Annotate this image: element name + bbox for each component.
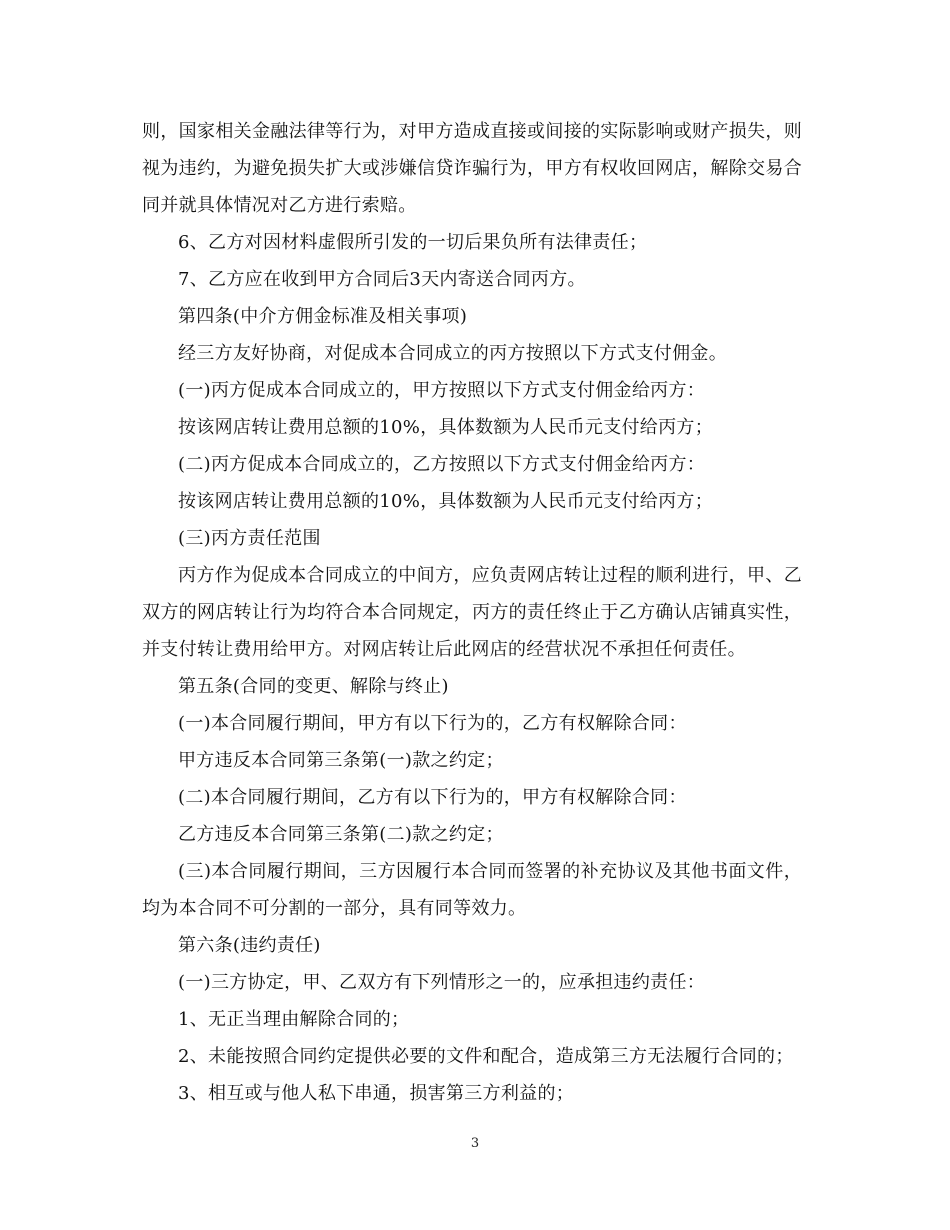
paragraph: (一)本合同履行期间，甲方有以下行为的，乙方有权解除合同： <box>178 713 687 734</box>
paragraph: (三)本合同履行期间，三方因履行本合同而签署的补充协议及其他书面文件，均为本合同不可分割的一部分，具有同等效力。 <box>142 861 802 919</box>
paragraph: 丙方作为促成本合同成立的中间方，应负责网店转让过程的顺利进行，甲、乙双方的网店转让行为均符合本合同规定，丙方的责任终止于乙方确认店铺真实性，并支付转让费用给甲方。对网店转让后此网店的经营状况不承担任何责任。 <box>142 565 802 660</box>
paragraph: 2、未能按照合同约定提供必要的文件和配合，造成第三方无法履行合同的； <box>178 1046 794 1067</box>
paragraph: 经三方友好协商，对促成本合同成立的丙方按照以下方式支付佣金。 <box>178 343 727 364</box>
paragraph: 乙方违反本合同第三条第(二)款之约定； <box>178 824 504 845</box>
paragraph: 第五条(合同的变更、解除与终止) <box>178 676 449 697</box>
paragraph: 7、乙方应在收到甲方合同后3天内寄送合同丙方。 <box>178 269 586 290</box>
paragraph: 按该网店转让费用总额的10%，具体数额为人民币元支付给丙方； <box>178 491 714 512</box>
paragraph: 按该网店转让费用总额的10%，具体数额为人民币元支付给丙方； <box>178 417 714 438</box>
paragraph: 则，国家相关金融法律等行为，对甲方造成直接或间接的实际影响或财产损失，则视为违约，为避免损失扩大或涉嫌信贷诈骗行为，甲方有权收回网店，解除交易合同并就具体情况对乙方进行索赔。 <box>142 121 802 216</box>
paragraph: 1、无正当理由解除合同的； <box>178 1009 410 1030</box>
paragraph: 甲方违反本合同第三条第(一)款之约定； <box>178 750 504 771</box>
paragraph: (二)本合同履行期间，乙方有以下行为的，甲方有权解除合同： <box>178 787 687 808</box>
paragraph: 6、乙方对因材料虚假所引发的一切后果负所有法律责任； <box>178 232 648 253</box>
paragraph: (二)丙方促成本合同成立的，乙方按照以下方式支付佣金给丙方： <box>178 454 706 475</box>
paragraph: (一)三方协定，甲、乙双方有下列情形之一的，应承担违约责任： <box>178 972 706 993</box>
paragraph: 第六条(违约责任) <box>178 935 321 956</box>
paragraph: (三)丙方责任范围 <box>178 528 321 549</box>
paragraph: 3、相互或与他人私下串通，损害第三方利益的； <box>178 1083 575 1104</box>
page-number: 3 <box>470 1136 480 1151</box>
document-body <box>142 113 802 1112</box>
paragraph: 第四条(中介方佣金标准及相关事项) <box>178 306 468 327</box>
paragraph: (一)丙方促成本合同成立的，甲方按照以下方式支付佣金给丙方： <box>178 380 706 401</box>
